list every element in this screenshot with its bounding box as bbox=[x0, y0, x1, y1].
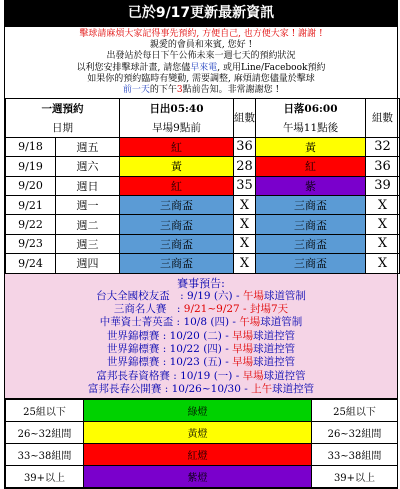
header-count-afternoon: 組數 bbox=[366, 99, 400, 138]
morning-count-cell: X bbox=[234, 234, 256, 253]
notice-hour: 3 bbox=[176, 85, 183, 96]
afternoon-count-cell: X bbox=[366, 215, 400, 234]
day-cell: 週日 bbox=[56, 176, 120, 195]
morning-status-cell: 紅 bbox=[120, 137, 234, 156]
legend-light: 紅燈 bbox=[84, 444, 312, 466]
notice-line-6b: 的下午 bbox=[149, 85, 177, 96]
legend-range-right: 26~32組間 bbox=[312, 422, 398, 444]
day-cell: 週二 bbox=[56, 215, 120, 234]
event-note: 球道控管 bbox=[263, 369, 306, 382]
event-note: 球道控管 bbox=[253, 329, 296, 342]
morning-count-cell: 36 bbox=[234, 137, 256, 156]
afternoon-count-cell: 36 bbox=[366, 157, 400, 176]
event-date: 10/19 (一) - bbox=[180, 369, 243, 382]
event-note: 球道控管 bbox=[253, 356, 296, 369]
notice-line-5: 如果你的預約臨時有變動, 需要調整, 麻煩請您儘量於擊球 bbox=[87, 73, 315, 84]
event-session: 早場 bbox=[232, 356, 254, 369]
event-name: 富邦長春資格賽 bbox=[96, 369, 170, 382]
afternoon-status-cell: 紫 bbox=[256, 176, 366, 195]
morning-count-cell: 28 bbox=[234, 157, 256, 176]
header-afternoon: 午場11點後 bbox=[256, 118, 366, 137]
legend-range-left: 25組以下 bbox=[6, 400, 84, 422]
event-date: 10/22 (四) - bbox=[169, 343, 233, 355]
event-sep: : bbox=[159, 329, 170, 342]
event-note: 球道管制 bbox=[263, 289, 306, 302]
day-cell: 週五 bbox=[56, 137, 120, 156]
morning-status-cell: 三商盃 bbox=[120, 215, 234, 234]
event-date: 10/20 (二) - bbox=[169, 329, 233, 342]
schedule-header-row-2 bbox=[6, 118, 400, 137]
event-name: 中華資士菁英盃 bbox=[99, 316, 174, 329]
event-item bbox=[5, 343, 397, 356]
notice-line-3: 出發站於每日下午公佈未來一週七天的預約狀況 bbox=[106, 51, 296, 62]
date-cell: 9/22 bbox=[6, 215, 56, 234]
notice-line-6d: 點前告知。非常謝謝您 ! bbox=[182, 85, 280, 96]
event-note: 球道管制 bbox=[260, 316, 303, 329]
header-booking: 一週預約 bbox=[6, 99, 120, 118]
legend-light: 綠燈 bbox=[84, 400, 312, 422]
date-cell: 9/24 bbox=[6, 254, 56, 273]
afternoon-status-cell: 三商盃 bbox=[256, 215, 366, 234]
legend-table bbox=[5, 399, 398, 488]
morning-count-cell: X bbox=[234, 215, 256, 234]
afternoon-count-cell: X bbox=[366, 195, 400, 214]
page-title: 已於9/17更新最新資訊 bbox=[5, 0, 397, 27]
schedule-board bbox=[4, 0, 398, 489]
header-morning: 早場9點前 bbox=[120, 118, 234, 137]
header-date: 日期 bbox=[6, 118, 120, 137]
morning-status-cell: 三商盃 bbox=[120, 254, 234, 273]
event-session: 午場 bbox=[242, 289, 264, 302]
legend-light: 紫燈 bbox=[84, 466, 312, 488]
afternoon-status-cell: 三商盃 bbox=[256, 254, 366, 273]
event-sep: : bbox=[166, 303, 184, 316]
legend-row bbox=[6, 422, 398, 444]
date-cell: 9/23 bbox=[6, 234, 56, 253]
notice-line-6 bbox=[5, 85, 397, 96]
afternoon-status-cell: 黃 bbox=[256, 137, 366, 156]
event-name: 世界錦標賽 bbox=[106, 343, 160, 355]
event-item bbox=[5, 330, 397, 343]
morning-count-cell: 35 bbox=[234, 176, 256, 195]
event-session: 早場 bbox=[232, 329, 254, 342]
event-date: 10/26~10/30 - bbox=[171, 382, 252, 395]
event-sep: : bbox=[159, 343, 170, 355]
day-cell: 週六 bbox=[56, 157, 120, 176]
event-session: 上午 bbox=[251, 382, 273, 395]
schedule-header-row-1 bbox=[6, 99, 400, 118]
event-date: 9/21~9/27 - 封場7天 bbox=[183, 303, 289, 316]
header-count-morning: 組數 bbox=[234, 99, 256, 138]
event-item bbox=[5, 303, 397, 316]
event-note: 球道控管 bbox=[272, 382, 315, 395]
events-title: 賽事預告: bbox=[177, 276, 225, 290]
event-session: 午場 bbox=[239, 316, 261, 329]
event-sep: : bbox=[169, 369, 181, 382]
schedule-table bbox=[5, 98, 400, 274]
notice-line-4c: , 或用Line/Facebook預約 bbox=[217, 62, 326, 73]
legend-range-left: 26~32組間 bbox=[6, 422, 84, 444]
date-cell: 9/19 bbox=[6, 157, 56, 176]
event-sep: : bbox=[173, 316, 184, 329]
legend-row bbox=[6, 444, 398, 466]
event-item bbox=[5, 383, 397, 396]
morning-status-cell: 紅 bbox=[120, 176, 234, 195]
event-session: 早場 bbox=[232, 343, 254, 355]
legend-range-right: 25組以下 bbox=[312, 400, 398, 422]
event-session: 早場 bbox=[242, 369, 264, 382]
schedule-row bbox=[6, 195, 400, 214]
notice-line-4a: 以利您安排擊球計畫, 請您儘 bbox=[76, 62, 191, 73]
schedule-row bbox=[6, 176, 400, 195]
event-name: 世界錦標賽 bbox=[106, 329, 160, 342]
event-item bbox=[5, 356, 397, 369]
legend-range-left: 39+以上 bbox=[6, 466, 84, 488]
header-sunset: 日落06:00 bbox=[256, 99, 366, 118]
event-sep: : bbox=[161, 382, 172, 395]
afternoon-count-cell: 32 bbox=[366, 137, 400, 156]
event-item bbox=[5, 290, 397, 303]
event-sep: : bbox=[159, 356, 170, 369]
morning-count-cell: X bbox=[234, 254, 256, 273]
afternoon-count-cell: X bbox=[366, 254, 400, 273]
event-sep: : bbox=[169, 289, 188, 302]
legend-range-left: 33~38組間 bbox=[6, 444, 84, 466]
morning-status-cell: 三商盃 bbox=[120, 195, 234, 214]
event-name: 台大全國校友盃 bbox=[96, 289, 170, 302]
notice-line-1: 擊球請麻煩大家記得事先預約, 方便自己, 也方便大家 ! 謝謝 ! bbox=[79, 29, 323, 39]
afternoon-count-cell: 39 bbox=[366, 176, 400, 195]
notice-day-before: 前一天 bbox=[122, 85, 150, 96]
legend-row bbox=[6, 466, 398, 488]
date-cell: 9/18 bbox=[6, 137, 56, 156]
afternoon-status-cell: 三商盃 bbox=[256, 234, 366, 253]
events-list bbox=[5, 290, 397, 396]
header-sunrise: 日出05:40 bbox=[120, 99, 234, 118]
events-panel bbox=[5, 274, 397, 400]
event-date: 10/8 (四) - bbox=[183, 316, 240, 329]
morning-count-cell: X bbox=[234, 195, 256, 214]
day-cell: 週四 bbox=[56, 254, 120, 273]
legend-row bbox=[6, 400, 398, 422]
date-cell: 9/21 bbox=[6, 195, 56, 214]
morning-status-cell: 三商盃 bbox=[120, 234, 234, 253]
event-item bbox=[5, 370, 397, 383]
day-cell: 週一 bbox=[56, 195, 120, 214]
schedule-row bbox=[6, 137, 400, 156]
morning-status-cell: 黃 bbox=[120, 157, 234, 176]
event-item bbox=[5, 316, 397, 329]
legend-light: 黃燈 bbox=[84, 422, 312, 444]
notice-line-4 bbox=[5, 63, 397, 74]
event-name: 三商名人賽 bbox=[113, 303, 167, 316]
day-cell: 週三 bbox=[56, 234, 120, 253]
event-name: 富邦長春公開賽 bbox=[87, 382, 162, 395]
notice-line-2: 親愛的會員和來賓, 您好 ! bbox=[149, 40, 253, 51]
legend-range-right: 33~38組間 bbox=[312, 444, 398, 466]
afternoon-count-cell: X bbox=[366, 234, 400, 253]
schedule-row bbox=[6, 234, 400, 253]
schedule-row bbox=[6, 157, 400, 176]
legend-range-right: 39+以上 bbox=[312, 466, 398, 488]
schedule-row bbox=[6, 254, 400, 273]
event-name: 世界錦標賽 bbox=[106, 356, 160, 369]
notice-call-early: 早來電 bbox=[190, 62, 218, 73]
notice-panel bbox=[5, 27, 397, 98]
date-cell: 9/20 bbox=[6, 176, 56, 195]
schedule-row bbox=[6, 215, 400, 234]
event-date: 10/23 (五) - bbox=[169, 356, 233, 369]
afternoon-status-cell: 三商盃 bbox=[256, 195, 366, 214]
afternoon-status-cell: 紅 bbox=[256, 157, 366, 176]
event-date: 9/19 (六) - bbox=[187, 289, 243, 302]
event-note: 球道控管 bbox=[253, 343, 296, 355]
